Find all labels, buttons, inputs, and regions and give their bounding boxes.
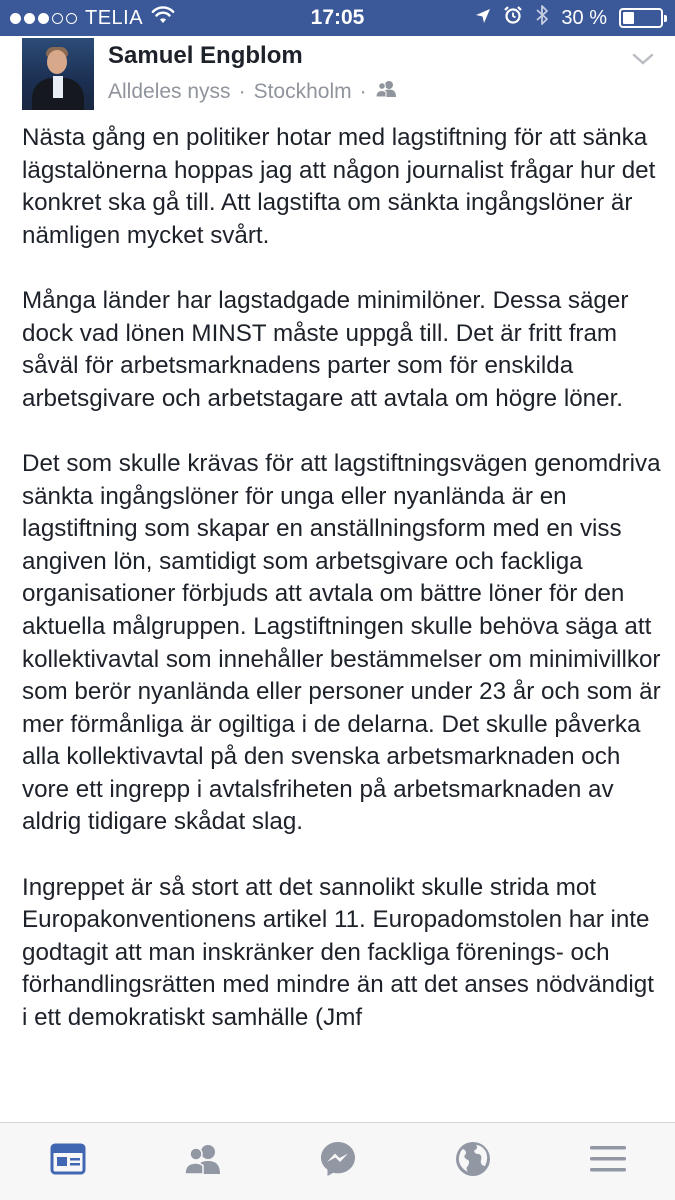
post-text [22, 122, 662, 1067]
menu-icon [589, 1144, 627, 1179]
carrier-name: TELIA [85, 6, 144, 29]
bluetooth-icon [535, 4, 549, 32]
tab-friends[interactable] [173, 1132, 233, 1192]
alarm-icon [503, 5, 523, 31]
tab-notifications[interactable] [443, 1132, 503, 1192]
post-paragraph: Ingreppet är så stort att det sannolikt skulle strida mot Europakonventionens artikel 11. Europadomstolen har inte godtagit att man inskränker den fackliga förenings- och förhandlingsrätten med mindre än att det anses nödvändigt i ett demokratiskt samhälle (Jmf [22, 873, 654, 1032]
news-feed-icon [50, 1143, 86, 1180]
status-bar [0, 0, 675, 36]
post-meta [108, 80, 397, 104]
post-paragraph: Många länder har lagstadgade minimilöner. Dessa säger dock vad lönen MINST måste uppgå till. Det är fritt fram såväl för arbetsmarknadens parter som för enskilda arbetsgivare och arbetstagare att avtala om högre löner. [22, 286, 629, 412]
post-header [22, 38, 662, 112]
meta-separator: · [359, 80, 367, 103]
post-paragraph: Det som skulle krävas för att lagstiftningsvägen genomdriva sänkta ingångslöner för unga eller nyanlända är en lagstiftning som skapar en anställningsform med en viss angiven lön, samtidigt som arbetsgivare och fackliga organisationer förbjuds att avtala om bättre löner för den aktuella målgruppen. Lagstiftningen skulle behöva säga att kollektivavtal som innehåller bestämmelser om minimivillkor som berör nyanlända eller personer under 23 år och som är mer förmånliga är ogiltiga i de delarna. Det skulle påverka alla kollektivavtal på den svenska arbetsmarknaden och vore ett ingrepp i avtalsfriheten på arbetsmarknaden av aldrig tidigare skådat slag. [22, 449, 661, 836]
clock: 17:05 [310, 6, 365, 29]
post-location[interactable]: Stockholm [253, 80, 352, 103]
battery-icon [619, 8, 663, 28]
post-paragraph: Nästa gång en politiker hotar med lagstiftning för att sänka lägstalönerna hoppas jag att någon journalist frågar hur det konkret ska gå till. Att lagstifta om sänkta ingångslöner är nämligen mycket svårt. [22, 124, 656, 249]
friends-icon [183, 1143, 223, 1180]
friends-audience-icon [375, 80, 397, 104]
messenger-icon [319, 1140, 357, 1183]
tab-news-feed[interactable] [38, 1132, 98, 1192]
status-indicators [475, 0, 663, 36]
post-time[interactable]: Alldeles nyss [108, 80, 231, 103]
globe-icon [454, 1140, 492, 1183]
tab-messenger[interactable] [308, 1132, 368, 1192]
avatar[interactable] [22, 38, 94, 110]
author-name[interactable]: Samuel Engblom [108, 42, 303, 69]
tab-menu[interactable] [578, 1132, 638, 1192]
tab-bar [0, 1122, 675, 1200]
chevron-down-icon[interactable] [632, 48, 654, 70]
location-arrow-icon [475, 7, 491, 30]
battery-percentage: 30 % [561, 6, 607, 29]
battery-level [623, 12, 634, 24]
meta-separator: · [238, 80, 246, 103]
